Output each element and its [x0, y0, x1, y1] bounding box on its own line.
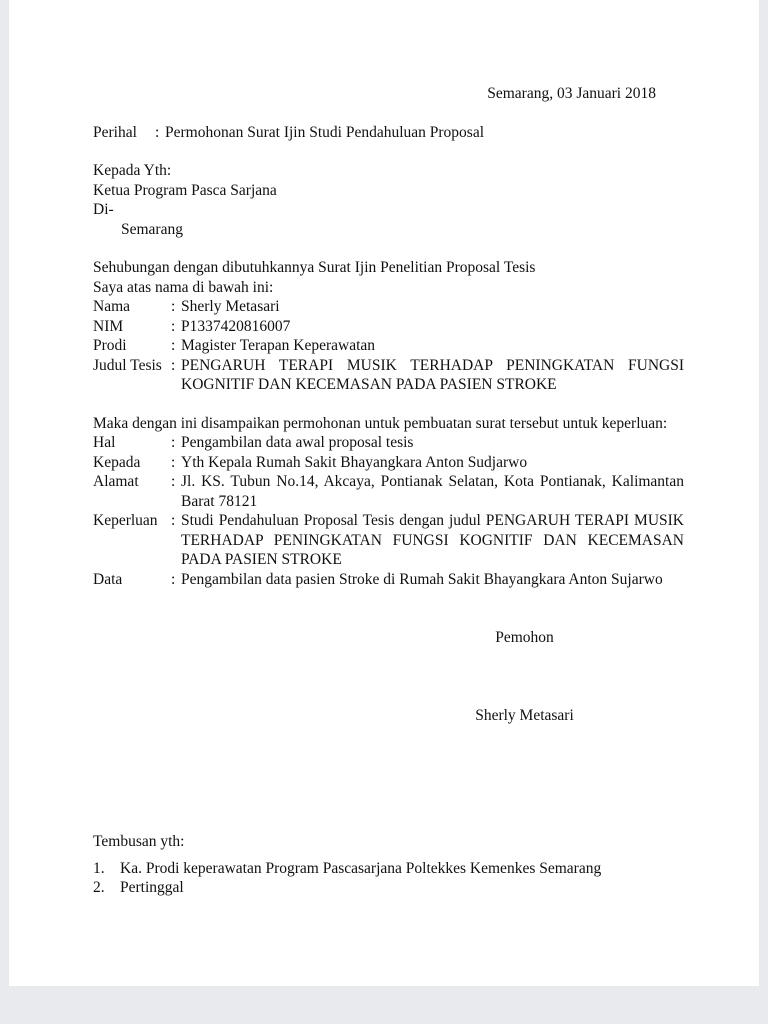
field-label: Keperluan: [93, 512, 158, 529]
intro-line-1: Sehubungan dengan dibutuhkannya Surat Ijin Penelitian Proposal Tesis: [93, 259, 536, 276]
field-label: NIM: [93, 317, 124, 335]
field-value: Jl. KS. Tubun No.14, Akcaya, Pontianak Selatan, Kota Pontianak, Kalimantan Barat 78121: [181, 473, 684, 510]
recipient-line: Ketua Program Pasca Sarjana: [93, 181, 277, 199]
field-value: Pengambilan data awal proposal tesis: [181, 434, 414, 451]
recipient-block: [93, 161, 684, 239]
field-label: Nama: [93, 298, 131, 315]
field-row-kepada: [93, 453, 684, 473]
field-label: Kepada: [93, 453, 141, 471]
intro-paragraph: [93, 258, 684, 297]
letter-date: Semarang, 03 Januari 2018: [487, 85, 656, 102]
tembusan-item: [93, 859, 684, 879]
field-value: Pengambilan data pasien Stroke di Rumah Sakit Bhayangkara Anton Sujarwo: [181, 570, 663, 588]
field-value: Magister Terapan Keperawatan: [181, 337, 376, 354]
field-label: Prodi: [93, 337, 127, 354]
tembusan-block: [93, 832, 684, 898]
perihal-row: [93, 123, 684, 143]
perihal-label: Perihal: [93, 123, 137, 141]
field-label: Data: [93, 570, 123, 588]
field-colon: :: [171, 356, 176, 374]
field-colon: :: [171, 298, 176, 315]
perihal-value: Permohonan Surat Ijin Studi Pendahuluan Proposal: [165, 123, 485, 141]
field-value: PENGARUH TERAPI MUSIK TERHADAP PENINGKATAN FUNGSI KOGNITIF DAN KECEMASAN PADA PASIEN STROKE: [181, 356, 684, 393]
field-row-judul-tesis: [93, 356, 684, 395]
perihal-colon: :: [155, 123, 160, 141]
field-row-nama: [93, 297, 684, 317]
field-row-data: [93, 570, 684, 590]
tembusan-item-number: 2.: [93, 879, 105, 896]
field-colon: :: [171, 570, 176, 588]
field-label: Judul Tesis: [93, 356, 162, 374]
tembusan-item: [93, 878, 684, 898]
request-fields: [93, 433, 684, 589]
recipient-city: Semarang: [121, 220, 183, 238]
field-value: P1337420816007: [181, 317, 291, 335]
field-value: Yth Kepala Rumah Sakit Bhayangkara Anton Sudjarwo: [181, 453, 528, 471]
tembusan-item-text: Pertinggal: [120, 879, 184, 896]
salutation-line: Kepada Yth:: [93, 162, 172, 179]
field-value: Studi Pendahuluan Proposal Tesis dengan judul PENGARUH TERAPI MUSIK TERHADAP PENINGKATAN FUNGSI KOGNITIF DAN KECEMASAN PADA PASIEN STROKE: [181, 512, 684, 568]
field-colon: :: [171, 473, 176, 490]
field-row-prodi: [93, 336, 684, 356]
tembusan-title: Tembusan yth:: [93, 833, 185, 850]
signature-block: [437, 628, 612, 725]
field-value: Sherly Metasari: [181, 298, 280, 315]
field-row-hal: [93, 433, 684, 453]
tembusan-item-text: Ka. Prodi keperawatan Program Pascasarjana Poltekkes Kemenkes Semarang: [120, 859, 602, 877]
tembusan-item-number: 1.: [93, 859, 105, 877]
request-intro: Maka dengan ini disampaikan permohonan untuk pembuatan surat tersebut untuk keperluan:: [93, 414, 668, 432]
signature-name: Sherly Metasari: [475, 706, 574, 724]
identity-fields: [93, 297, 684, 395]
signature-role: Pemohon: [495, 629, 554, 646]
letter-page: [9, 0, 759, 986]
intro-line-2: Saya atas nama di bawah ini:: [93, 278, 274, 296]
field-row-alamat: [93, 472, 684, 511]
field-colon: :: [171, 512, 176, 529]
field-colon: :: [171, 317, 176, 335]
di-line: Di-: [93, 201, 114, 218]
field-colon: :: [171, 434, 176, 451]
field-colon: :: [171, 337, 176, 354]
field-label: Alamat: [93, 473, 139, 490]
field-row-keperluan: [93, 511, 684, 570]
field-label: Hal: [93, 434, 116, 451]
field-row-nim: [93, 317, 684, 337]
field-colon: :: [171, 453, 176, 471]
